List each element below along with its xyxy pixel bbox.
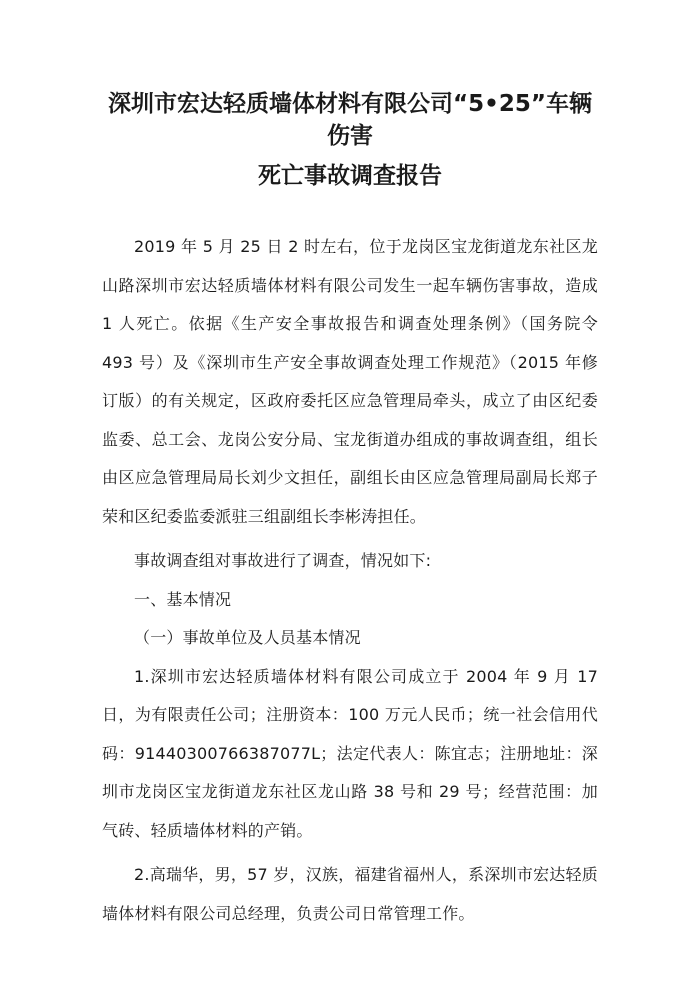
paragraph-intro: 2019 年 5 月 25 日 2 时左右，位于龙岗区宝龙街道龙东社区龙山路深圳市宏达轻质墙体材料有限公司发生一起车辆伤害事故，造成 1 人死亡。依据《生产安全事故报告和调查处理条例》（国务院令 493 号）及《深圳市生产安全事故调查处理工作规范》（2015 年修订版）的有关规定，区政府委托区应急管理局牵头，成立了由区纪委监委、总工会、龙岗公安分局、宝龙街道办组成的事故调查组，组长由区应急管理局局长刘少文担任，副组长由区应急管理局副局长郑子荣和区纪委监委派驻三组副组长李彬涛担任。 [102, 237, 598, 526]
report-body [102, 228, 598, 933]
report-subtitle: 死亡事故调查报告 [258, 163, 442, 189]
subsection-heading-company-personnel: （一）事故单位及人员基本情况 [134, 628, 361, 647]
section-heading-basic-info: 一、基本情况 [134, 589, 232, 609]
paragraph-investigation: 事故调查组对事故进行了调查，情况如下: [134, 551, 432, 570]
paragraph-person-info: 2.高瑞华，男，57 岁，汉族，福建省福州人，系深圳市宏达轻质墙体材料有限公司总经理，负责公司日常管理工作。 [102, 865, 598, 923]
report-title: 深圳市宏达轻质墙体材料有限公司“5•25”车辆伤害 [108, 91, 592, 149]
paragraph-company-info: 1.深圳市宏达轻质墙体材料有限公司成立于 2004 年 9 月 17 日，为有限责任公司；注册资本：100 万元人民币；统一社会信用代码：91440300766387077L；法定代表人：陈宜志；注册地址：深圳市龙岗区宝龙街道龙东社区龙山路 38 号和 29 号；经营范围：加气砖、轻质墙体材料的产销。 [102, 666, 598, 840]
